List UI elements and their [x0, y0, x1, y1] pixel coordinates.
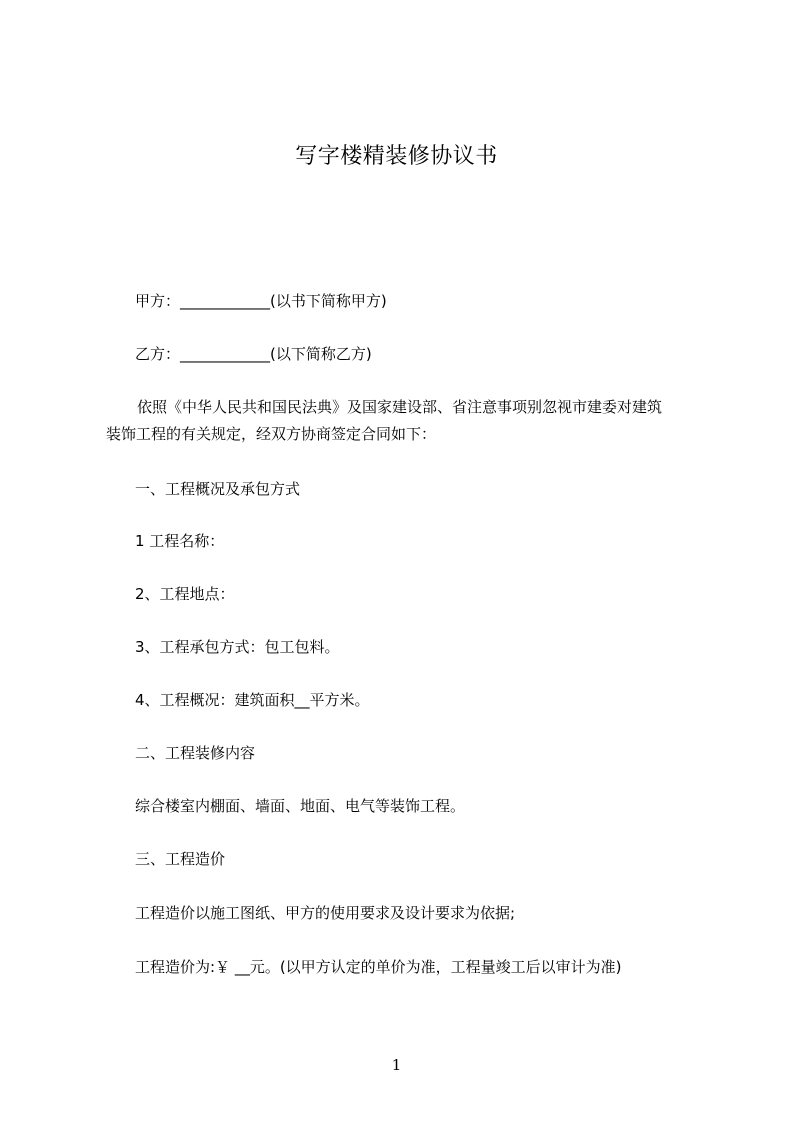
- party-b-line: 乙方：____________(以下简称乙方): [135, 345, 372, 363]
- document-title: 写字楼精装修协议书: [295, 144, 498, 169]
- section-3-heading: 三、工程造价: [135, 850, 226, 868]
- section-2-heading: 二、工程装修内容: [135, 744, 256, 762]
- preamble-line-1: 依照《中华人民共和国民法典》及国家建设部、省注意事项别忽视市建委对建筑: [137, 398, 663, 416]
- project-name-line: 1 工程名称：: [135, 532, 225, 550]
- cost-basis-line: 工程造价以施工图纸、甲方的使用要求及设计要求为依据;: [135, 904, 516, 922]
- decoration-content-line: 综合楼室内棚面、墙面、地面、电气等装饰工程。: [135, 797, 466, 815]
- party-a-line: 甲方：____________(以书下简称甲方): [135, 292, 387, 310]
- preamble-line-2: 装饰工程的有关规定，经双方协商签定合同如下：: [106, 425, 437, 443]
- project-overview-line: 4、工程概况：建筑面积__平方米。: [135, 691, 370, 709]
- contract-method-line: 3、工程承包方式：包工包料。: [135, 638, 340, 656]
- cost-amount-line: 工程造价为:￥ __元。(以甲方认定的单价为准，工程量竣工后以审计为准): [135, 958, 622, 976]
- page-number: 1: [391, 1056, 402, 1074]
- project-location-line: 2、工程地点：: [135, 585, 235, 603]
- section-1-heading: 一、工程概况及承包方式: [135, 480, 301, 498]
